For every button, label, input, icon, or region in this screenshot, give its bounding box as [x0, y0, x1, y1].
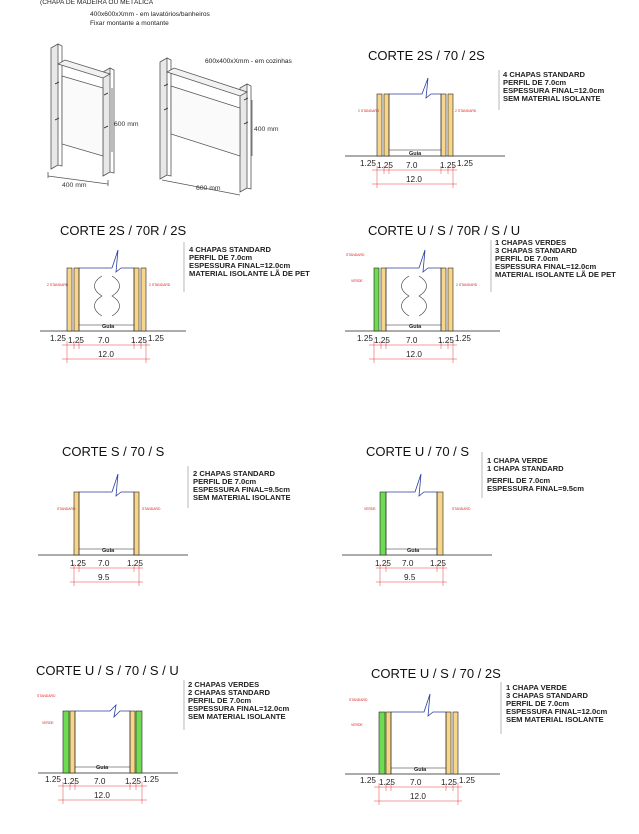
spec-line: ESPESSURA FINAL=9.5cm	[193, 485, 290, 494]
section-corte-s-70-s	[38, 444, 291, 586]
dim-value: 1.25	[148, 334, 164, 343]
spec-line: SEM MATERIAL ISOLANTE	[193, 493, 291, 502]
standard-board	[377, 94, 382, 156]
dim-value: 1.25	[360, 776, 376, 785]
verde-board	[63, 711, 69, 773]
section-title: CORTE U / S / 70 / 2S	[371, 666, 501, 681]
standard-board	[134, 492, 139, 555]
section-corte-u-s-70-s-u	[36, 663, 289, 804]
guia-label: Guia	[102, 548, 115, 554]
dim-value: 1.25	[127, 559, 143, 568]
iso-dim-width-1: 400 mm	[62, 182, 87, 189]
dim-total: 12.0	[406, 350, 422, 359]
standard-board	[381, 268, 386, 331]
spec-line: PERFIL DE 7.0cm	[503, 78, 567, 87]
iso-dim-height-2: 400 mm	[254, 126, 279, 133]
iso-caption-2: Fixar montante a montante	[90, 20, 169, 27]
spec-line: ESPESSURA FINAL=12.0cm	[506, 707, 608, 716]
isometric-panel-2	[160, 58, 252, 195]
standard-board	[70, 711, 75, 773]
spec-line: ESPESSURA FINAL=12.0cm	[495, 262, 597, 271]
standard-board	[134, 268, 139, 331]
iso-caption-1: 400x600xXmm - em lavatórios/banheiros	[90, 11, 210, 18]
dim-value: 7.0	[410, 778, 422, 787]
standard-board	[384, 94, 389, 156]
standard-board	[386, 712, 391, 774]
spec-line: ESPESSURA FINAL=12.0cm	[189, 261, 291, 270]
dim-value: 7.0	[98, 336, 110, 345]
spec-line: 2 CHAPAS STANDARD	[188, 688, 270, 697]
board-label: 2 STANDARD	[149, 283, 171, 287]
board-label: VERDE	[351, 723, 363, 727]
section-title: CORTE U / 70 / S	[366, 444, 470, 459]
verde-board	[136, 711, 142, 773]
section-title: CORTE 2S / 70R / 2S	[60, 223, 187, 238]
spec-line: 3 CHAPAS STANDARD	[495, 246, 577, 255]
dim-value: 1.25	[375, 559, 391, 568]
dim-value: 7.0	[94, 777, 106, 786]
section-corte-u-s-70r-s-u	[345, 223, 616, 363]
isometric-panel-1	[48, 44, 114, 186]
spec-line: MATERIAL ISOLANTE LÃ DE PET	[189, 269, 310, 278]
guia-label: Guia	[409, 151, 422, 157]
section-title: CORTE 2S / 70 / 2S	[368, 48, 485, 63]
guia-label: Guia	[407, 548, 420, 554]
insulation-pet-wool	[402, 276, 427, 316]
section-title: CORTE U / S / 70 / S / U	[36, 663, 179, 678]
iso-dim-width-2: 600 mm	[196, 185, 221, 192]
standard-board	[441, 94, 446, 156]
dim-value: 1.25	[459, 776, 475, 785]
standard-board	[130, 711, 135, 773]
dim-value: 1.25	[357, 334, 373, 343]
stud-profile	[389, 78, 441, 98]
standard-board	[67, 268, 72, 331]
spec-line: ESPESSURA FINAL=9.5cm	[487, 484, 584, 493]
dim-total: 12.0	[98, 350, 114, 359]
spec-line: ESPESSURA FINAL=12.0cm	[188, 704, 290, 713]
board-label: STANDARD	[452, 507, 471, 511]
dim-value: 1.25	[45, 775, 61, 784]
spec-line: 2 CHAPAS VERDES	[188, 680, 260, 689]
dim-value: 1.25	[68, 336, 84, 345]
guia-label: Guia	[102, 324, 115, 330]
dim-value: 1.25	[438, 336, 454, 345]
board-label: STANDARD	[57, 507, 76, 511]
stud-profile	[79, 474, 134, 496]
dim-value: 1.25	[50, 334, 66, 343]
board-label: 2 STANDARD	[455, 109, 477, 113]
dim-value: 1.25	[143, 775, 159, 784]
insulation-pet-wool	[95, 276, 120, 316]
standard-board	[74, 492, 79, 555]
stud-profile	[75, 705, 130, 717]
standard-board	[448, 268, 453, 331]
spec-line: PERFIL DE 7.0cm	[188, 696, 252, 705]
verde-board	[380, 492, 386, 555]
board-label: STANDARD	[37, 694, 56, 698]
verde-board	[379, 712, 385, 774]
spec-line: 1 CHAPA STANDARD	[487, 464, 564, 473]
section-title: CORTE U / S / 70R / S / U	[368, 223, 521, 238]
dim-value: 1.25	[377, 161, 393, 170]
guia-label: Guia	[96, 765, 109, 771]
dim-value: 7.0	[402, 559, 414, 568]
board-label: 2 STANDARD	[358, 109, 380, 113]
dim-value: 1.25	[70, 559, 86, 568]
spec-line: SEM MATERIAL ISOLANTE	[188, 712, 286, 721]
spec-line: SEM MATERIAL ISOLANTE	[506, 715, 604, 724]
spec-line: PERFIL DE 7.0cm	[495, 254, 559, 263]
iso-caption-3: 600x400xXmm - em cozinhas	[205, 58, 292, 65]
section-corte-u-s-70-2s	[345, 666, 607, 805]
board-label: VERDE	[42, 721, 54, 725]
spec-line: 2 CHAPAS STANDARD	[193, 469, 275, 478]
section-corte-u-70-s	[342, 444, 584, 586]
guia-label: Guia	[409, 324, 422, 330]
board-label: VERDE	[351, 279, 363, 283]
board-label: 2 STANDARD	[47, 283, 69, 287]
section-corte-2s-70r-2s	[40, 223, 310, 363]
standard-board	[141, 268, 146, 331]
dim-value: 1.25	[374, 336, 390, 345]
board-label: STANDARD	[349, 698, 368, 702]
spec-line: PERFIL DE 7.0cm	[487, 476, 551, 485]
standard-board	[448, 94, 453, 156]
stud-profile	[386, 474, 437, 496]
spec-line: PERFIL DE 7.0cm	[189, 253, 253, 262]
dim-value: 1.25	[455, 334, 471, 343]
standard-board	[74, 268, 79, 331]
dim-value: 1.25	[360, 159, 376, 168]
stud-profile	[391, 694, 446, 716]
spec-line: SEM MATERIAL ISOLANTE	[503, 94, 601, 103]
dim-value: 7.0	[98, 559, 110, 568]
dim-value: 1.25	[457, 159, 473, 168]
section-corte-2s-70-2s	[345, 48, 604, 188]
spec-line: 3 CHAPAS STANDARD	[506, 691, 588, 700]
standard-board	[453, 712, 458, 774]
stud-profile	[79, 250, 134, 272]
iso-dim-height-1: 600 mm	[114, 121, 139, 128]
standard-board	[446, 712, 451, 774]
guia-label: Guia	[414, 767, 427, 773]
spec-line: PERFIL DE 7.0cm	[193, 477, 257, 486]
dim-total: 12.0	[406, 175, 422, 184]
spec-line: 1 CHAPA VERDE	[506, 683, 567, 692]
board-label: 2 STANDARD	[456, 283, 478, 287]
dim-total: 12.0	[94, 791, 110, 800]
spec-line: 4 CHAPAS STANDARD	[189, 245, 271, 254]
section-title: CORTE S / 70 / S	[62, 444, 165, 459]
dim-total: 12.0	[410, 792, 426, 801]
dim-value: 1.25	[430, 559, 446, 568]
spec-line: 4 CHAPAS STANDARD	[503, 70, 585, 79]
stud-profile	[386, 250, 441, 272]
board-label: STANDARD	[142, 507, 161, 511]
spec-line: ESPESSURA FINAL=12.0cm	[503, 86, 605, 95]
spec-line: PERFIL DE 7.0cm	[506, 699, 570, 708]
board-label: STANDARD	[346, 253, 365, 257]
dim-total: 9.5	[98, 573, 110, 582]
dim-value: 7.0	[406, 336, 418, 345]
board-label: VERDE	[364, 507, 376, 511]
top-caption: (CHAPA DE MADEIRA OU METÁLICA	[40, 0, 154, 6]
dim-value: 1.25	[131, 336, 147, 345]
verde-board	[374, 268, 379, 331]
dim-value: 1.25	[125, 777, 141, 786]
standard-board	[437, 492, 443, 555]
standard-board	[441, 268, 446, 331]
dim-total: 9.5	[404, 573, 416, 582]
dim-value: 7.0	[406, 161, 418, 170]
spec-line: 1 CHAPA VERDE	[487, 456, 548, 465]
dim-value: 1.25	[440, 161, 456, 170]
dim-value: 1.25	[441, 778, 457, 787]
spec-line: 1 CHAPAS VERDES	[495, 238, 567, 247]
dim-value: 1.25	[63, 777, 79, 786]
spec-line: MATERIAL ISOLANTE LÃ DE PET	[495, 270, 616, 279]
dim-value: 1.25	[379, 778, 395, 787]
